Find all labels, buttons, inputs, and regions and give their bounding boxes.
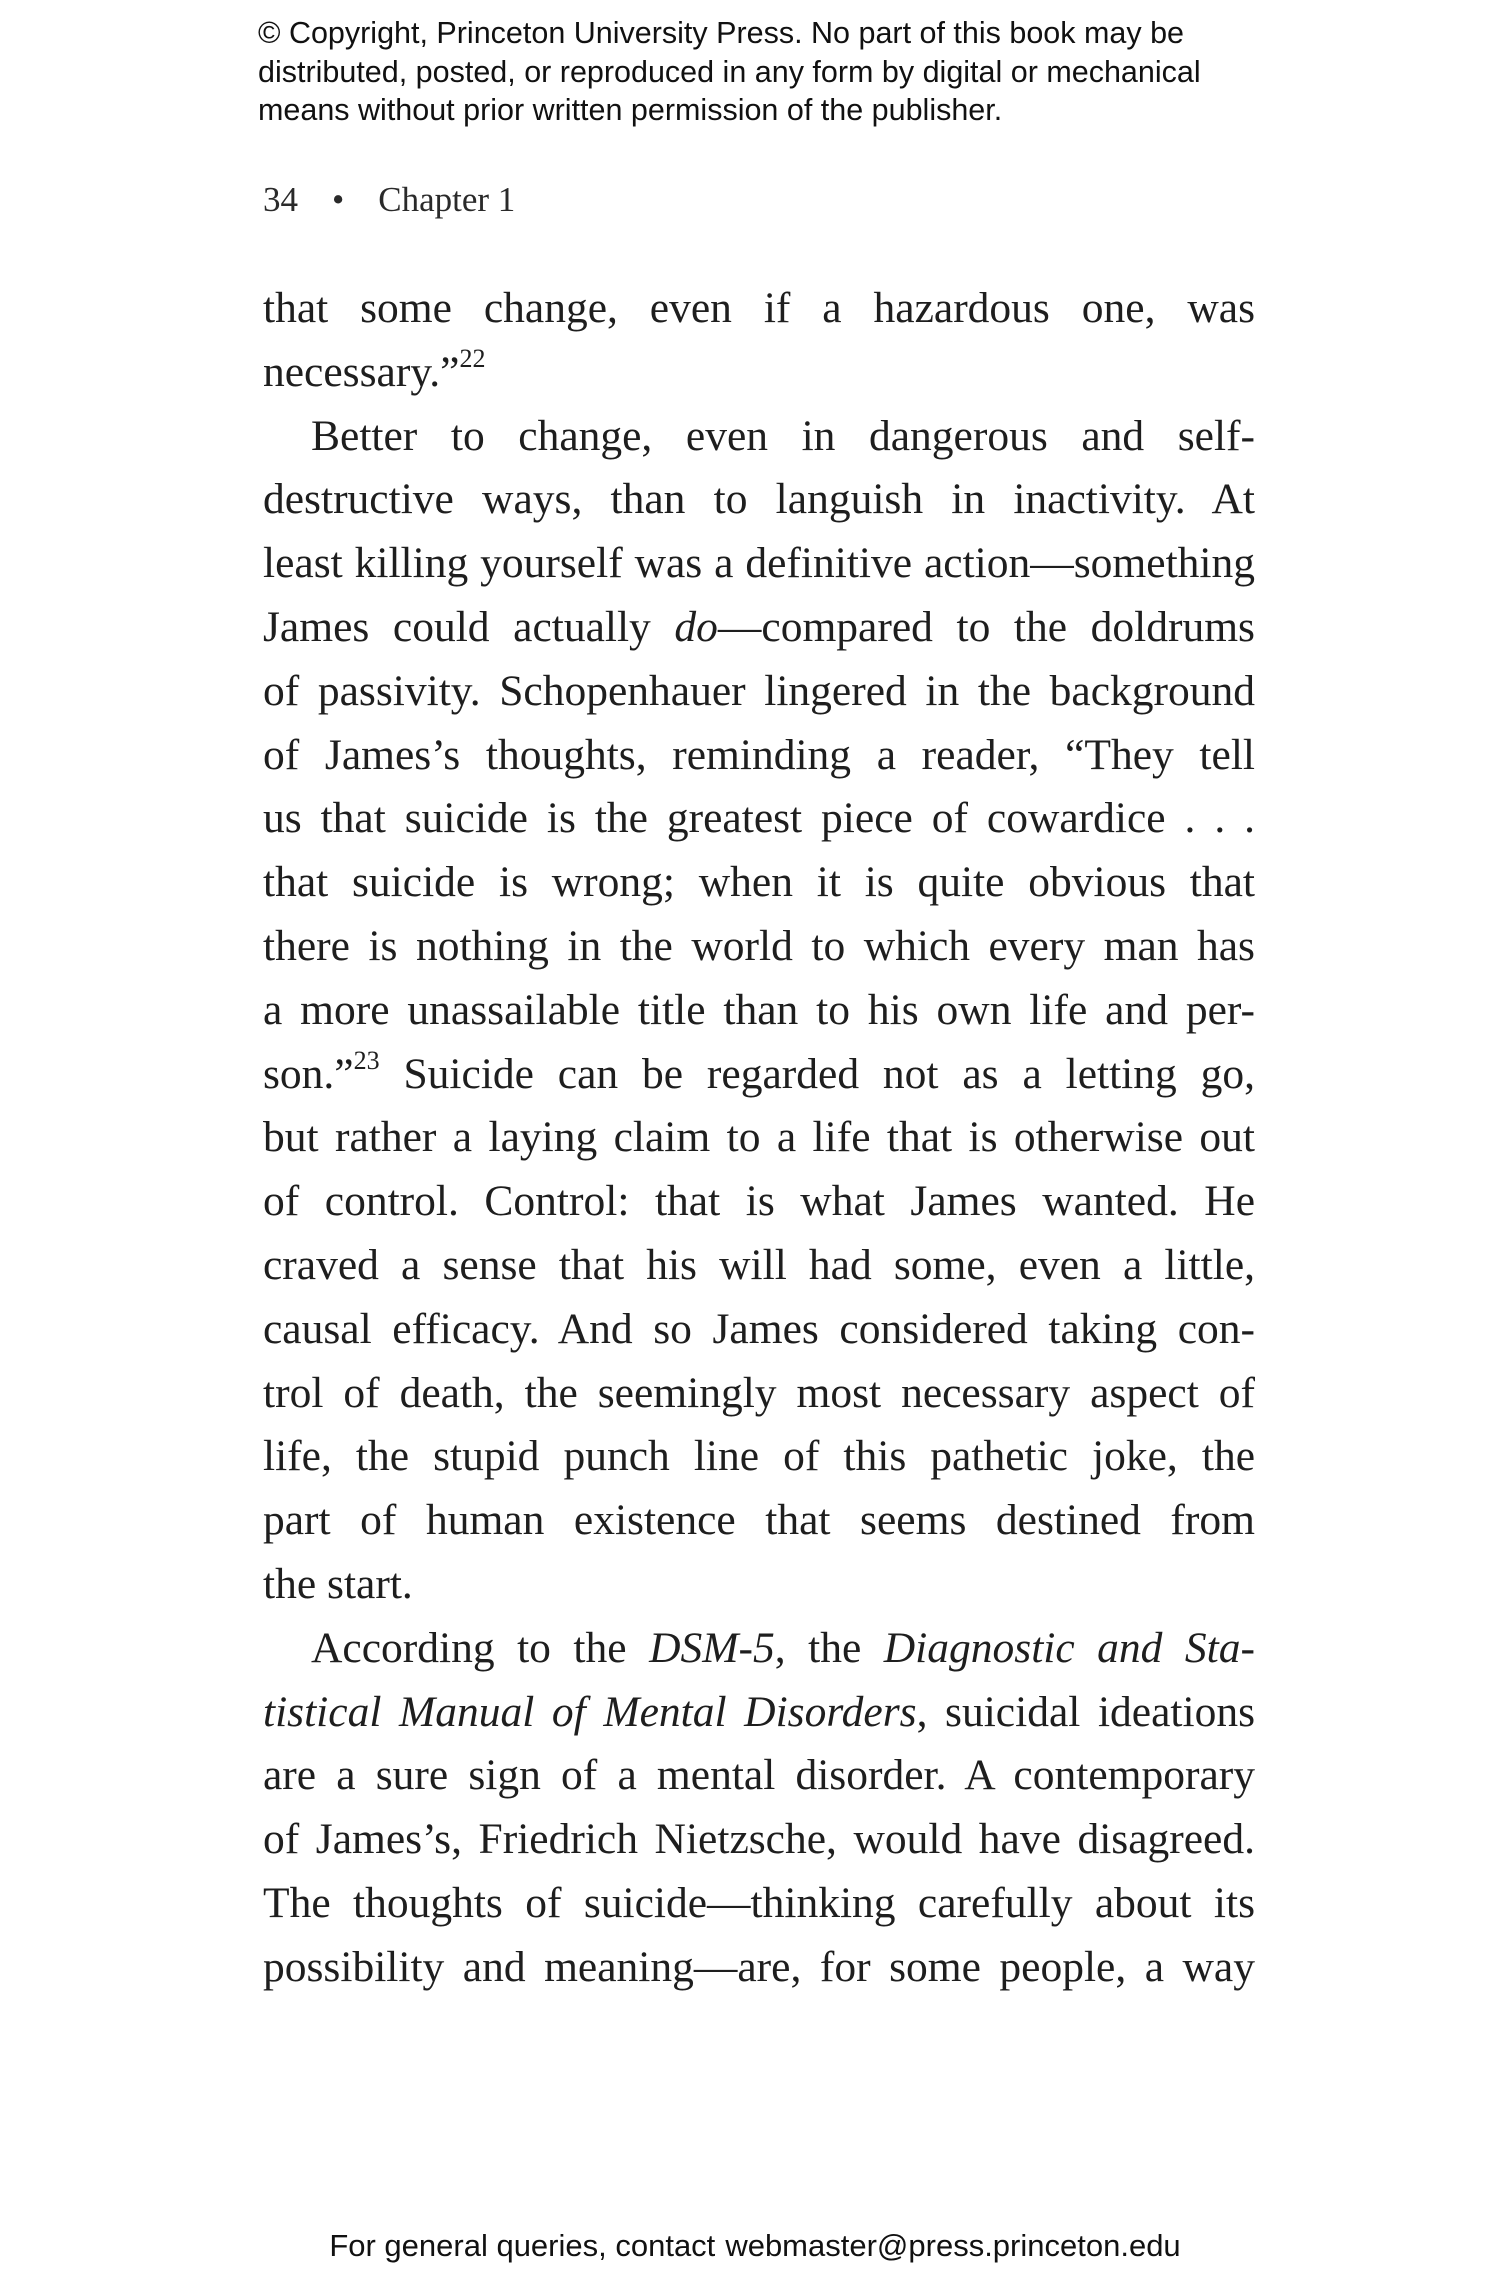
copyright-line: means without prior written permission of the publisher.: [258, 93, 1003, 127]
copyright-line: © Copyright, Princeton University Press. No part of this book may be: [258, 16, 1184, 50]
italic-span: do: [674, 602, 718, 651]
text-line: life, the stupid punch line of this pathetic joke, the: [263, 1432, 1255, 1481]
text-line: [263, 596, 1255, 660]
chapter-label: Chapter 1: [378, 180, 516, 219]
text-span: James could actually: [263, 602, 675, 651]
italic-span: tistical Manual of Mental Disorders: [263, 1687, 917, 1736]
footnote-ref: 23: [353, 1046, 380, 1076]
text-line: but rather a laying claim to a life that is otherwise out: [263, 1113, 1255, 1162]
text-span: According to the: [311, 1623, 650, 1672]
text-span: —compared to the doldrums: [717, 602, 1255, 651]
text-line: that suicide is wrong; when it is quite obvious that: [263, 858, 1255, 907]
text-line: that some change, even if a hazardous one, was: [263, 284, 1255, 332]
italic-span: DSM-5: [649, 1623, 775, 1672]
text-line: craved a sense that his will had some, even a little,: [263, 1240, 1255, 1289]
text-line: possibility and meaning—are, for some people, a way: [263, 1942, 1255, 1991]
text-line: [263, 1617, 1255, 1681]
text-line: causal efficacy. And so James considered taking con-: [263, 1304, 1255, 1353]
footer-contact: [0, 2226, 1500, 2266]
text-line: are a sure sign of a mental disorder. A contemporary: [263, 1751, 1255, 1800]
text-line: least killing yourself was a definitive action—something: [263, 539, 1255, 588]
text-span: son.”: [263, 1049, 354, 1098]
footer-email-link[interactable]: webmaster@press.princeton.edu: [725, 2228, 1181, 2263]
text-line: a more unassailable title than to his own life and per-: [263, 985, 1255, 1034]
text-line: us that suicide is the greatest piece of cowardice . . .: [263, 794, 1255, 843]
text-line: [263, 341, 1255, 405]
text-span: , suicidal ideations: [916, 1687, 1255, 1736]
page-number: 34: [263, 180, 298, 219]
text-line: [263, 1043, 1255, 1107]
copyright-notice: [258, 14, 1318, 130]
text-span: Suicide can be regarded not as a letting go,: [379, 1049, 1255, 1098]
text-span: , the: [774, 1623, 884, 1672]
text-line: there is nothing in the world to which every man has: [263, 921, 1255, 970]
footnote-ref: 22: [459, 344, 486, 374]
italic-span: Diagnostic and Sta-: [883, 1623, 1255, 1672]
body-text: [263, 277, 1255, 2000]
text-line: of James’s thoughts, reminding a reader, “They tell: [263, 730, 1255, 779]
text-line: trol of death, the seemingly most necessary aspect of: [263, 1368, 1255, 1417]
text-line: Better to change, even in dangerous and self-: [311, 411, 1255, 460]
text-line: part of human existence that seems destined from: [263, 1496, 1255, 1545]
text-line: The thoughts of suicide—thinking carefully about its: [263, 1878, 1255, 1927]
text-line: of control. Control: that is what James wanted. He: [263, 1177, 1255, 1226]
text-line: [263, 1681, 1255, 1745]
text-line: of James’s, Friedrich Nietzsche, would have disagreed.: [263, 1815, 1255, 1864]
text-span: necessary.”: [263, 347, 460, 396]
copyright-line: distributed, posted, or reproduced in any form by digital or mechanical: [258, 54, 1201, 89]
text-line: destructive ways, than to languish in inactivity. At: [263, 475, 1255, 524]
text-line: the start.: [263, 1559, 413, 1608]
footer-text: For general queries, contact: [329, 2228, 716, 2263]
bullet-separator: •: [332, 180, 345, 219]
running-head: [263, 176, 515, 224]
text-line: of passivity. Schopenhauer lingered in the background: [263, 666, 1255, 715]
